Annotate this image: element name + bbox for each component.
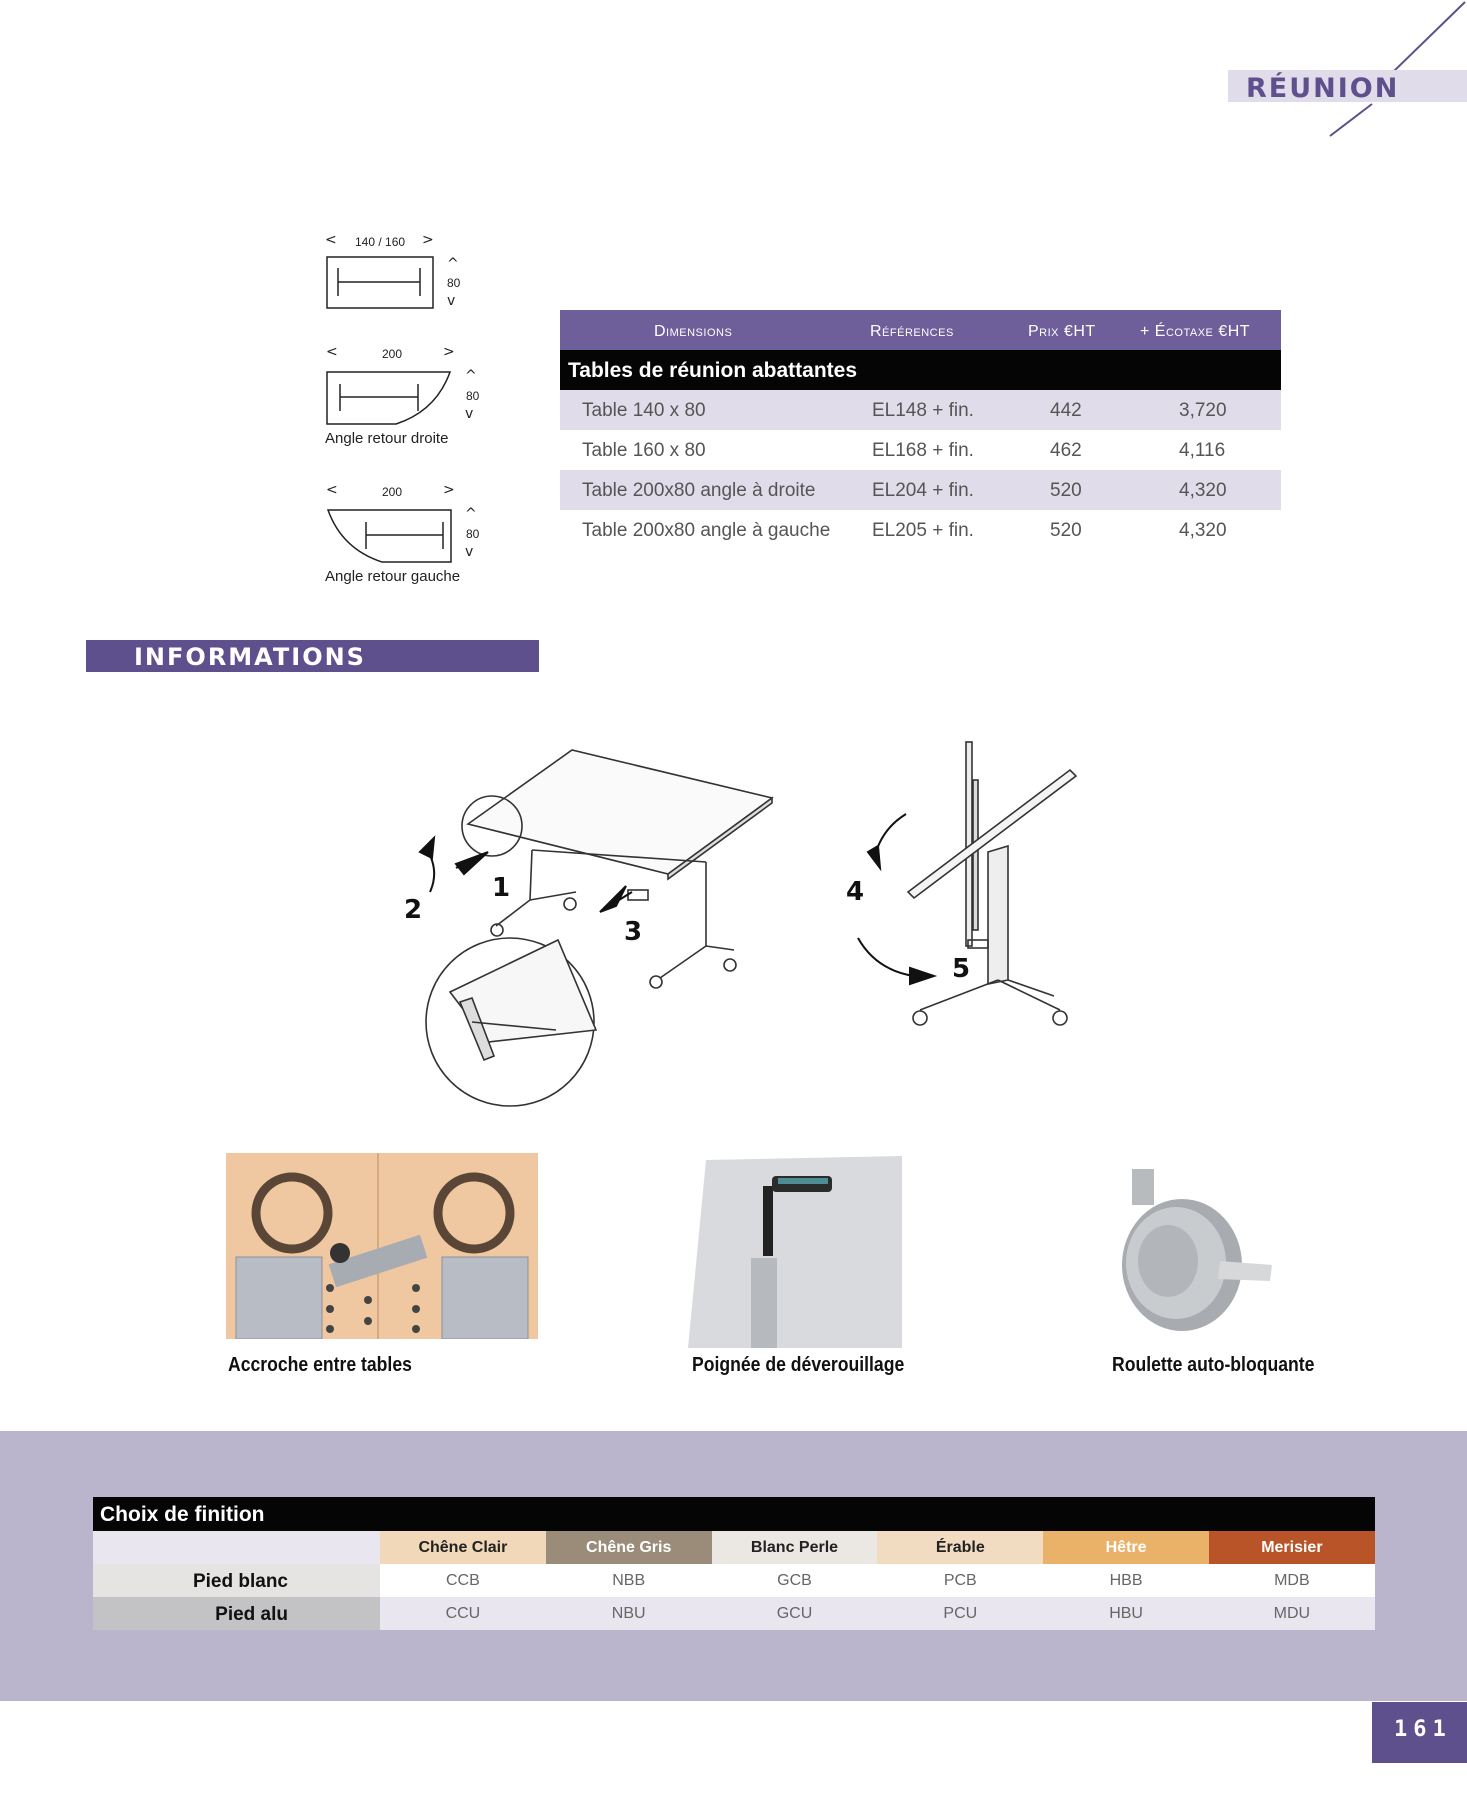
step-2: 2 bbox=[404, 895, 423, 925]
cell-dimension: Table 160 x 80 bbox=[582, 440, 706, 461]
folded-table-illustration bbox=[840, 740, 1100, 1040]
finish-name: Hêtre bbox=[1105, 1539, 1147, 1556]
finish-code bbox=[380, 1564, 546, 1597]
arrow-right: > bbox=[443, 344, 455, 360]
code-text: NBU bbox=[611, 1605, 646, 1622]
finish-code bbox=[380, 1597, 546, 1630]
cell-ecotax: 4,116 bbox=[1179, 440, 1226, 461]
page-number: 161 bbox=[1394, 1717, 1452, 1742]
roulette-photo bbox=[1110, 1165, 1280, 1345]
finish-header-row bbox=[93, 1531, 1375, 1564]
finish-name: Chêne Clair bbox=[418, 1539, 508, 1556]
cell-ecotax: 4,320 bbox=[1179, 480, 1227, 501]
finish-code bbox=[712, 1597, 878, 1630]
finish-row-label: Pied blanc bbox=[192, 1571, 288, 1592]
cell-dimension: Table 200x80 angle à droite bbox=[582, 480, 816, 501]
price-table-header bbox=[560, 310, 1281, 350]
depth-label: 80 bbox=[466, 389, 480, 403]
diagram-caption: Angle retour gauche bbox=[325, 568, 461, 585]
finish-row-label: Pied alu bbox=[215, 1604, 288, 1625]
accroche-photo bbox=[226, 1153, 538, 1339]
width-label: 200 bbox=[382, 347, 403, 361]
arrow-down: v bbox=[447, 293, 456, 309]
finish-code bbox=[1043, 1597, 1209, 1630]
table-row bbox=[560, 390, 1281, 430]
folding-table-illustration bbox=[380, 740, 800, 1120]
cell-reference: EL148 + fin. bbox=[872, 400, 974, 421]
feature-caption-accroche: Accroche entre tables bbox=[228, 1354, 412, 1376]
depth-label: 80 bbox=[447, 276, 461, 290]
step-1: 1 bbox=[492, 873, 511, 903]
finish-code bbox=[712, 1564, 878, 1597]
diagram-caption: Angle retour droite bbox=[325, 430, 449, 447]
code-text: MDB bbox=[1274, 1572, 1310, 1589]
depth-label: 80 bbox=[466, 527, 480, 541]
code-text: CCU bbox=[445, 1605, 481, 1622]
category-title: Tables de réunion abattantes bbox=[568, 359, 858, 382]
table-row bbox=[560, 510, 1281, 550]
table-row bbox=[560, 430, 1281, 470]
table-angle-right-shape bbox=[326, 371, 456, 427]
col-dimensions: Dimensions bbox=[654, 323, 733, 340]
poignee-photo bbox=[688, 1156, 904, 1348]
code-text: GCB bbox=[777, 1572, 812, 1589]
finish-name: Chêne Gris bbox=[586, 1539, 672, 1556]
finish-row-label-cell bbox=[93, 1597, 380, 1630]
feature-caption-roulette: Roulette auto-bloquante bbox=[1112, 1354, 1315, 1376]
finish-swatch-erable bbox=[877, 1531, 1043, 1564]
arrow-down: v bbox=[465, 406, 474, 422]
col-price: Prix €HT bbox=[1028, 323, 1096, 340]
finish-code bbox=[546, 1564, 712, 1597]
arrow-up: ^ bbox=[465, 368, 477, 384]
arrow-right: > bbox=[443, 482, 455, 498]
step-5: 5 bbox=[952, 954, 971, 984]
finish-table-title-bar bbox=[93, 1497, 1375, 1531]
finish-row bbox=[93, 1597, 1375, 1630]
cell-ecotax: 4,320 bbox=[1179, 520, 1227, 541]
diagram-angle-left bbox=[320, 480, 500, 590]
arrow-left: < bbox=[325, 232, 337, 248]
arrow-left: < bbox=[326, 482, 338, 498]
finish-code bbox=[877, 1564, 1043, 1597]
step-3: 3 bbox=[624, 917, 643, 947]
feature-caption-poignee: Poignée de déverouillage bbox=[692, 1354, 905, 1376]
arrow-up: ^ bbox=[465, 506, 477, 522]
finish-swatch-hetre bbox=[1043, 1531, 1209, 1564]
code-text: CCB bbox=[446, 1572, 480, 1589]
cell-ecotax: 3,720 bbox=[1179, 400, 1227, 421]
code-text: GCU bbox=[776, 1605, 813, 1622]
arrow-left: < bbox=[326, 344, 338, 360]
arrow-up: ^ bbox=[447, 256, 459, 272]
code-text: MDU bbox=[1273, 1605, 1311, 1622]
finish-name: Érable bbox=[935, 1539, 985, 1556]
section-tag bbox=[1228, 70, 1467, 102]
cell-dimension: Table 140 x 80 bbox=[582, 400, 706, 421]
finish-code bbox=[1209, 1564, 1375, 1597]
finish-row bbox=[93, 1564, 1375, 1597]
col-ecotax: + Écotaxe €HT bbox=[1140, 323, 1251, 340]
finish-swatch-chene-gris bbox=[546, 1531, 712, 1564]
cell-dimension: Table 200x80 angle à gauche bbox=[582, 520, 831, 541]
finish-swatch-blanc-perle bbox=[712, 1531, 878, 1564]
arrow-right: > bbox=[422, 232, 434, 248]
step-4: 4 bbox=[846, 877, 865, 907]
finish-code bbox=[1209, 1597, 1375, 1630]
arrow-down: v bbox=[465, 544, 474, 560]
table-rect-shape bbox=[326, 256, 436, 310]
finish-swatch-merisier bbox=[1209, 1531, 1375, 1564]
finish-header-blank bbox=[93, 1531, 380, 1564]
diagram-angle-right bbox=[320, 342, 500, 452]
price-table bbox=[560, 310, 1281, 550]
cell-price: 462 bbox=[1050, 440, 1082, 461]
info-section-header bbox=[86, 640, 539, 699]
width-label: 140 / 160 bbox=[355, 235, 406, 249]
cell-price: 520 bbox=[1050, 480, 1082, 501]
code-text: HBB bbox=[1109, 1572, 1143, 1589]
finish-row-label-cell bbox=[93, 1564, 380, 1597]
code-text: PCB bbox=[943, 1572, 977, 1589]
finish-code bbox=[1043, 1564, 1209, 1597]
diagram-rect bbox=[320, 230, 490, 320]
section-title: RÉUNION bbox=[1246, 73, 1400, 104]
table-angle-left-shape bbox=[326, 509, 456, 565]
width-label: 200 bbox=[382, 485, 403, 499]
cell-reference: EL168 + fin. bbox=[872, 440, 974, 461]
cell-reference: EL205 + fin. bbox=[872, 520, 974, 541]
finish-code bbox=[546, 1597, 712, 1630]
table-row bbox=[560, 470, 1281, 510]
page-number-box bbox=[1372, 1702, 1467, 1763]
price-table-category bbox=[560, 350, 1281, 390]
code-text: HBU bbox=[1109, 1605, 1143, 1622]
code-text: NBB bbox=[612, 1572, 646, 1589]
finish-name: Blanc Perle bbox=[750, 1539, 839, 1556]
finish-swatch-chene-clair bbox=[380, 1531, 546, 1564]
code-text: PCU bbox=[943, 1605, 978, 1622]
col-references: Références bbox=[870, 323, 954, 340]
finish-table bbox=[93, 1497, 1375, 1630]
cell-price: 442 bbox=[1050, 400, 1082, 421]
finish-code bbox=[877, 1597, 1043, 1630]
finish-name: Merisier bbox=[1261, 1539, 1323, 1556]
cell-price: 520 bbox=[1050, 520, 1082, 541]
info-section-title: INFORMATIONS TECHNIQUES bbox=[134, 643, 366, 699]
cell-reference: EL204 + fin. bbox=[872, 480, 974, 501]
finish-table-title: Choix de finition bbox=[100, 1503, 265, 1526]
